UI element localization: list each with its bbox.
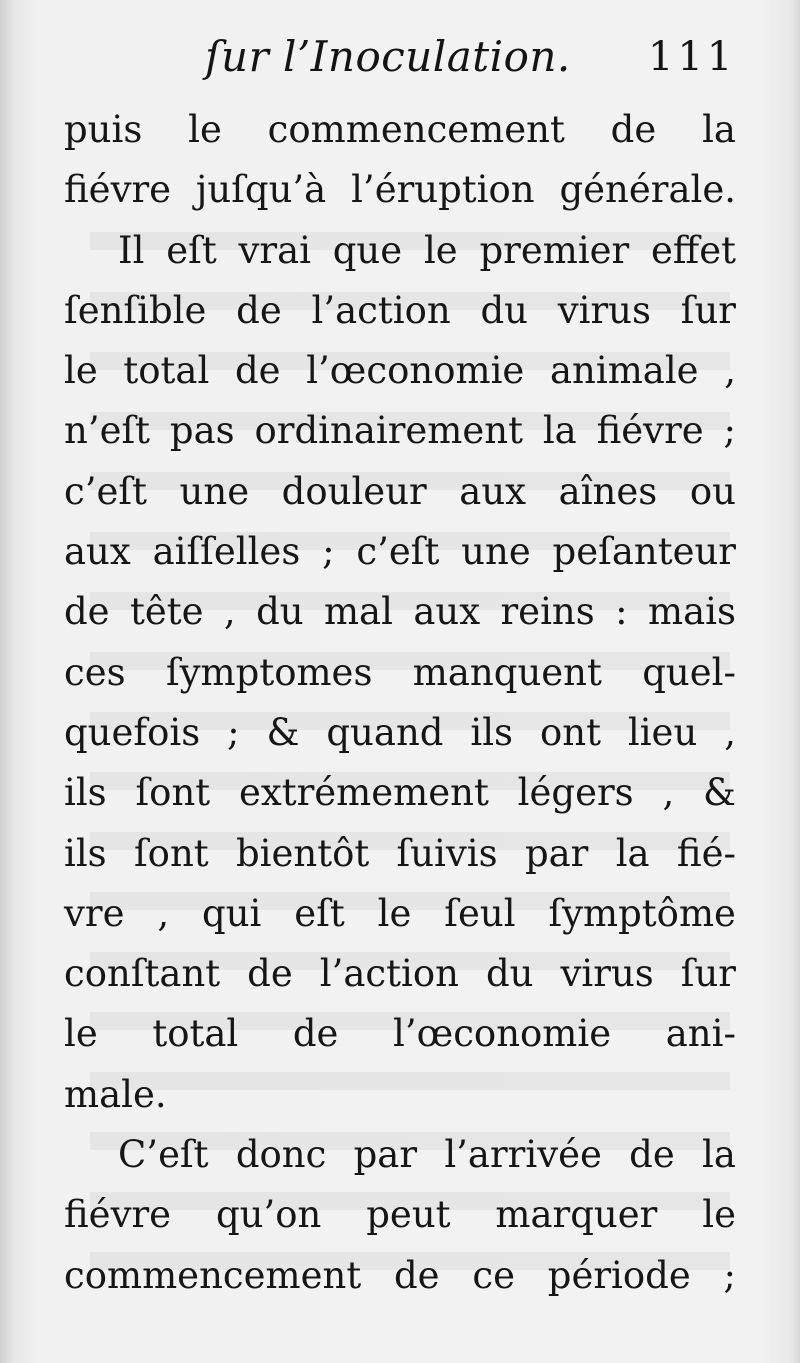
- word: ou: [689, 469, 736, 513]
- word: bientôt: [235, 831, 370, 875]
- word: c’eſt: [356, 530, 440, 574]
- word: ſeul: [444, 891, 516, 935]
- word: commencement: [64, 1253, 362, 1297]
- word: eſt: [294, 891, 345, 935]
- word: la: [615, 831, 650, 875]
- word: juſqu’à: [195, 168, 327, 212]
- text-line: [64, 1065, 736, 1125]
- word: ,: [223, 590, 236, 634]
- word: donc: [235, 1133, 327, 1177]
- word: C’eſt: [118, 1133, 209, 1177]
- word: l’action: [319, 952, 459, 996]
- word: n’eſt: [64, 409, 151, 453]
- word: &: [703, 771, 736, 815]
- word: ;: [227, 710, 240, 754]
- word: premier: [479, 228, 630, 272]
- word: le: [702, 1193, 736, 1237]
- text-line: [64, 944, 736, 1004]
- word: ſont: [135, 771, 211, 815]
- word: vrai: [238, 228, 311, 272]
- word: l’éruption: [351, 168, 535, 212]
- word: le: [423, 228, 458, 272]
- text-line: [64, 160, 736, 220]
- text-line: [64, 281, 736, 341]
- word: eſt: [166, 228, 217, 272]
- word: de: [236, 288, 282, 332]
- text-line: [64, 1125, 736, 1185]
- word: quel-: [642, 650, 736, 694]
- word: ,: [724, 710, 736, 754]
- word: fiévre: [64, 168, 172, 212]
- text-line: [64, 100, 736, 160]
- word: le: [64, 1012, 98, 1056]
- word: ſont: [133, 831, 209, 875]
- word: ſenſible: [64, 288, 207, 332]
- word: le: [64, 349, 98, 393]
- word: fié-: [676, 831, 736, 875]
- word: vre: [64, 891, 125, 935]
- word: ;: [723, 1253, 736, 1297]
- word: animale: [549, 349, 699, 393]
- word: le: [377, 891, 412, 935]
- word: quefois: [64, 710, 201, 754]
- word: ſymptôme: [548, 891, 736, 935]
- word: ,: [157, 891, 170, 935]
- word: ,: [662, 771, 675, 815]
- word: ani-: [665, 1012, 736, 1056]
- text-line: [64, 824, 736, 884]
- word: mais: [647, 590, 736, 634]
- word: par: [353, 1133, 418, 1177]
- word: l’action: [311, 288, 451, 332]
- word: de: [629, 1133, 675, 1177]
- word: fiévre: [64, 1193, 172, 1237]
- text-line: [64, 1185, 736, 1245]
- word: commencement: [267, 108, 565, 151]
- word: ſymptomes: [165, 650, 373, 694]
- text-line: [64, 221, 736, 281]
- word: la: [702, 108, 736, 151]
- running-title: ſur l’Inoculation.: [205, 32, 571, 81]
- text-line: [64, 582, 736, 642]
- word: c’eſt: [64, 469, 147, 513]
- word: conſtant: [64, 952, 221, 996]
- page-number: 111: [648, 34, 737, 80]
- word: de: [64, 590, 110, 634]
- running-head: [0, 30, 800, 100]
- word: aux: [459, 469, 527, 513]
- word: aux: [64, 530, 131, 574]
- word: reins: [500, 590, 595, 634]
- word: male.: [64, 1072, 167, 1116]
- word: peſanteur: [552, 530, 736, 574]
- word: ont: [539, 710, 601, 754]
- word: du: [256, 590, 304, 634]
- word: la: [702, 1133, 736, 1177]
- text-line: [64, 884, 736, 944]
- word: de: [610, 108, 657, 151]
- word: du: [485, 952, 534, 996]
- word: fiévre: [596, 409, 704, 453]
- word: ces: [64, 650, 126, 694]
- word: période: [547, 1253, 691, 1297]
- word: extrémement: [238, 771, 489, 815]
- word: quand: [326, 710, 444, 754]
- word: aiſſelles: [152, 530, 301, 574]
- word: mal: [323, 590, 393, 634]
- word: Il: [118, 228, 145, 272]
- word: une: [461, 530, 531, 574]
- text-line: [64, 643, 736, 703]
- word: qu’on: [215, 1193, 322, 1237]
- word: marquer: [495, 1193, 658, 1237]
- text-line: [64, 522, 736, 582]
- word: le: [188, 108, 222, 151]
- word: l’œconomie: [306, 349, 525, 393]
- text-line: [64, 462, 736, 522]
- word: virus: [560, 952, 654, 996]
- word: manquent: [412, 650, 602, 694]
- word: tête: [129, 590, 204, 634]
- word: du: [480, 288, 528, 332]
- word: douleur: [281, 469, 427, 513]
- word: par: [524, 831, 589, 875]
- word: :: [615, 590, 628, 634]
- word: ils: [64, 771, 107, 815]
- word: légers: [517, 771, 634, 815]
- word: aînes: [558, 469, 658, 513]
- word: de: [247, 952, 293, 996]
- text-line: [64, 1246, 736, 1306]
- word: effet: [651, 228, 736, 272]
- word: ;: [322, 530, 335, 574]
- text-line: [64, 763, 736, 823]
- word: générale.: [559, 168, 736, 212]
- word: total: [152, 1012, 239, 1056]
- word: ils: [470, 710, 514, 754]
- word: ,: [724, 349, 736, 393]
- word: lieu: [627, 710, 698, 754]
- word: ordinairement: [254, 409, 523, 453]
- word: de: [234, 349, 281, 393]
- word: l’œconomie: [393, 1012, 612, 1056]
- word: aux: [413, 590, 481, 634]
- word: ;: [723, 409, 736, 453]
- word: total: [123, 349, 210, 393]
- word: de: [393, 1253, 440, 1297]
- word: de: [292, 1012, 339, 1056]
- word: virus: [557, 288, 651, 332]
- word: ſur: [680, 288, 736, 332]
- word: une: [179, 469, 250, 513]
- word: ſuivis: [396, 831, 498, 875]
- word: l’arrivée: [444, 1133, 602, 1177]
- word: que: [332, 228, 403, 272]
- word: ils: [64, 831, 107, 875]
- word: peut: [366, 1193, 451, 1237]
- word: pas: [169, 409, 235, 453]
- word: ce: [472, 1253, 515, 1297]
- word: &: [266, 710, 300, 754]
- word: qui: [202, 891, 262, 935]
- text-line: [64, 401, 736, 461]
- text-line: [64, 341, 736, 401]
- word: la: [542, 409, 577, 453]
- body-text: [64, 100, 736, 1306]
- word: puis: [64, 108, 143, 151]
- text-line: [64, 703, 736, 763]
- word: ſur: [680, 952, 736, 996]
- text-line: [64, 1004, 736, 1064]
